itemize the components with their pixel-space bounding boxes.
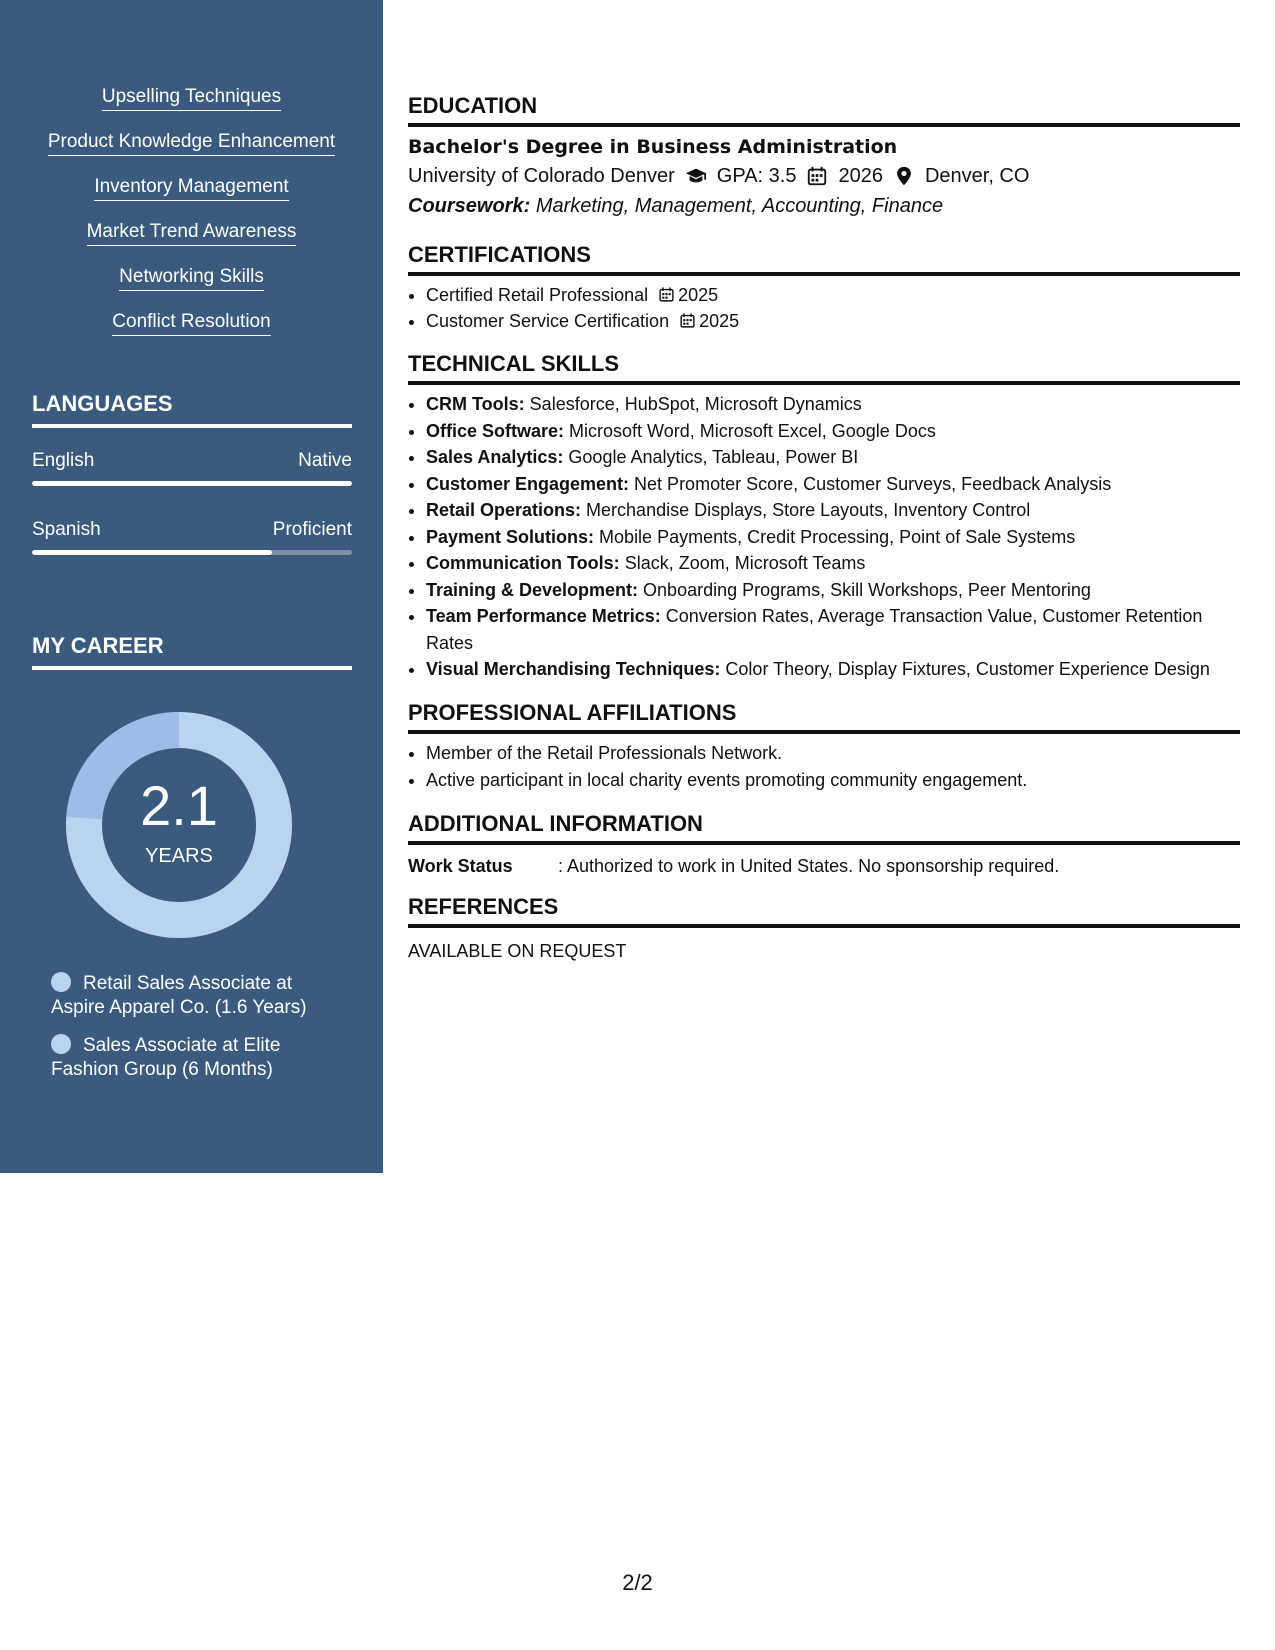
list-item xyxy=(426,391,1240,418)
skill-values: Mobile Payments, Credit Processing, Point of Sale Systems xyxy=(599,526,1076,547)
career-total-unit: YEARS xyxy=(145,845,213,867)
skill-item[interactable]: Upselling Techniques xyxy=(102,86,281,111)
technical-skills-list xyxy=(408,391,1240,683)
list-item xyxy=(426,282,1240,308)
school-location: Denver, CO xyxy=(924,165,1030,187)
career-heading: MY CAREER xyxy=(32,632,352,670)
education-details xyxy=(408,161,1240,191)
language-bar-fill xyxy=(32,481,352,486)
location-pin-icon xyxy=(893,165,915,187)
skill-values: Conversion Rates, Average Transaction Value, Customer Retention Rates xyxy=(426,606,1203,653)
technical-skills-heading: TECHNICAL SKILLS xyxy=(408,350,1240,385)
language-row-spanish xyxy=(32,518,352,542)
education-heading: EDUCATION xyxy=(408,92,1240,127)
main-content xyxy=(408,92,1240,964)
career-legend-label: Retail Sales Associate at Aspire Apparel Co. (1.6 Years) xyxy=(51,973,307,1018)
skill-values: Merchandise Displays, Store Layouts, Inventory Control xyxy=(586,500,1031,520)
calendar-icon xyxy=(679,312,696,329)
coursework-list: Marketing, Management, Accounting, Finance xyxy=(535,195,944,217)
languages-heading: LANGUAGES xyxy=(32,390,352,428)
skill-item[interactable]: Product Knowledge Enhancement xyxy=(48,131,335,156)
calendar-icon xyxy=(658,286,675,303)
skill-category: Visual Merchandising Techniques: xyxy=(426,659,721,679)
certifications-list xyxy=(408,282,1240,334)
language-bar-fill xyxy=(32,550,272,555)
list-item xyxy=(426,418,1240,445)
language-bar-spanish xyxy=(32,550,352,555)
language-row-english xyxy=(32,449,352,473)
certification-year: 2025 xyxy=(699,311,740,331)
degree-title: Bachelor's Degree in Business Administration xyxy=(408,136,898,158)
list-item xyxy=(426,308,1240,334)
skill-values: Slack, Zoom, Microsoft Teams xyxy=(624,553,866,573)
skill-category: Retail Operations: xyxy=(426,500,582,520)
skill-values: Onboarding Programs, Skill Workshops, Peer Mentoring xyxy=(643,579,1091,600)
language-name: Spanish xyxy=(32,519,101,540)
skill-category: Communication Tools: xyxy=(426,553,620,573)
skills-list xyxy=(0,86,383,356)
certification-year: 2025 xyxy=(678,285,719,305)
work-status-label: Work Status xyxy=(408,855,513,876)
list-item xyxy=(426,656,1240,683)
work-status-value: : Authorized to work in United States. No sponsorship required. xyxy=(558,855,1060,876)
references-text: AVAILABLE ON REQUEST xyxy=(408,940,627,961)
certification-name: Certified Retail Professional xyxy=(426,285,649,305)
work-status-row xyxy=(408,853,1240,879)
language-level: Proficient xyxy=(272,519,352,540)
gpa: GPA: 3.5 xyxy=(716,165,797,187)
skill-values: Google Analytics, Tableau, Power BI xyxy=(568,447,859,467)
affiliations-heading: PROFESSIONAL AFFILIATIONS xyxy=(408,699,1240,734)
legend-dot xyxy=(51,1034,71,1054)
skill-values: Salesforce, HubSpot, Microsoft Dynamics xyxy=(529,394,862,414)
graduation-year: 2026 xyxy=(838,165,883,187)
references-heading: REFERENCES xyxy=(408,893,1240,928)
skill-item[interactable]: Market Trend Awareness xyxy=(87,221,297,246)
coursework-label: Coursework: xyxy=(408,195,531,217)
skill-values: Microsoft Word, Microsoft Excel, Google Docs xyxy=(569,420,936,441)
list-item xyxy=(426,550,1240,577)
list-item xyxy=(426,497,1240,524)
skill-category: Team Performance Metrics: xyxy=(426,606,661,626)
language-bar-english xyxy=(32,481,352,486)
skill-category: Customer Engagement: xyxy=(426,473,630,494)
skill-item[interactable]: Networking Skills xyxy=(119,266,264,291)
skill-values: Net Promoter Score, Customer Surveys, Feedback Analysis xyxy=(634,473,1112,494)
skill-category: CRM Tools: xyxy=(426,394,525,414)
list-item xyxy=(426,444,1240,471)
graduation-cap-icon xyxy=(685,165,707,187)
list-item xyxy=(426,471,1240,498)
school-name: University of Colorado Denver xyxy=(408,165,675,187)
list-item xyxy=(426,524,1240,551)
legend-dot xyxy=(51,972,71,992)
language-name: English xyxy=(32,450,95,471)
list-item xyxy=(426,577,1240,604)
skill-item[interactable]: Inventory Management xyxy=(94,176,288,201)
skill-item[interactable]: Conflict Resolution xyxy=(112,311,270,336)
certification-name: Customer Service Certification xyxy=(426,311,670,331)
page-number: 2/2 xyxy=(622,1570,653,1595)
sidebar xyxy=(0,0,383,1173)
list-item: • Member of the Retail Professionals Network. xyxy=(426,740,1240,767)
career-legend-label: Sales Associate at Elite Fashion Group (6 Months) xyxy=(51,1035,281,1080)
career-legend-item xyxy=(51,1034,321,1082)
skill-category: Training & Development: xyxy=(426,579,639,600)
list-item xyxy=(426,603,1240,656)
skill-category: Payment Solutions: xyxy=(426,526,595,547)
career-legend-item xyxy=(51,972,321,1020)
language-level: Native xyxy=(298,450,352,471)
skill-values: Color Theory, Display Fixtures, Customer Experience Design xyxy=(725,659,1210,679)
additional-info-heading: ADDITIONAL INFORMATION xyxy=(408,810,1240,845)
coursework xyxy=(408,191,1240,221)
skill-category: Office Software: xyxy=(426,420,565,441)
certifications-heading: CERTIFICATIONS xyxy=(408,241,1240,276)
skill-category: Sales Analytics: xyxy=(426,447,564,467)
calendar-icon xyxy=(806,165,828,187)
affiliations-list xyxy=(408,740,1240,794)
career-total-value: 2.1 xyxy=(140,774,218,837)
list-item: • Active participant in local charity events promoting community engagement. xyxy=(426,767,1240,794)
